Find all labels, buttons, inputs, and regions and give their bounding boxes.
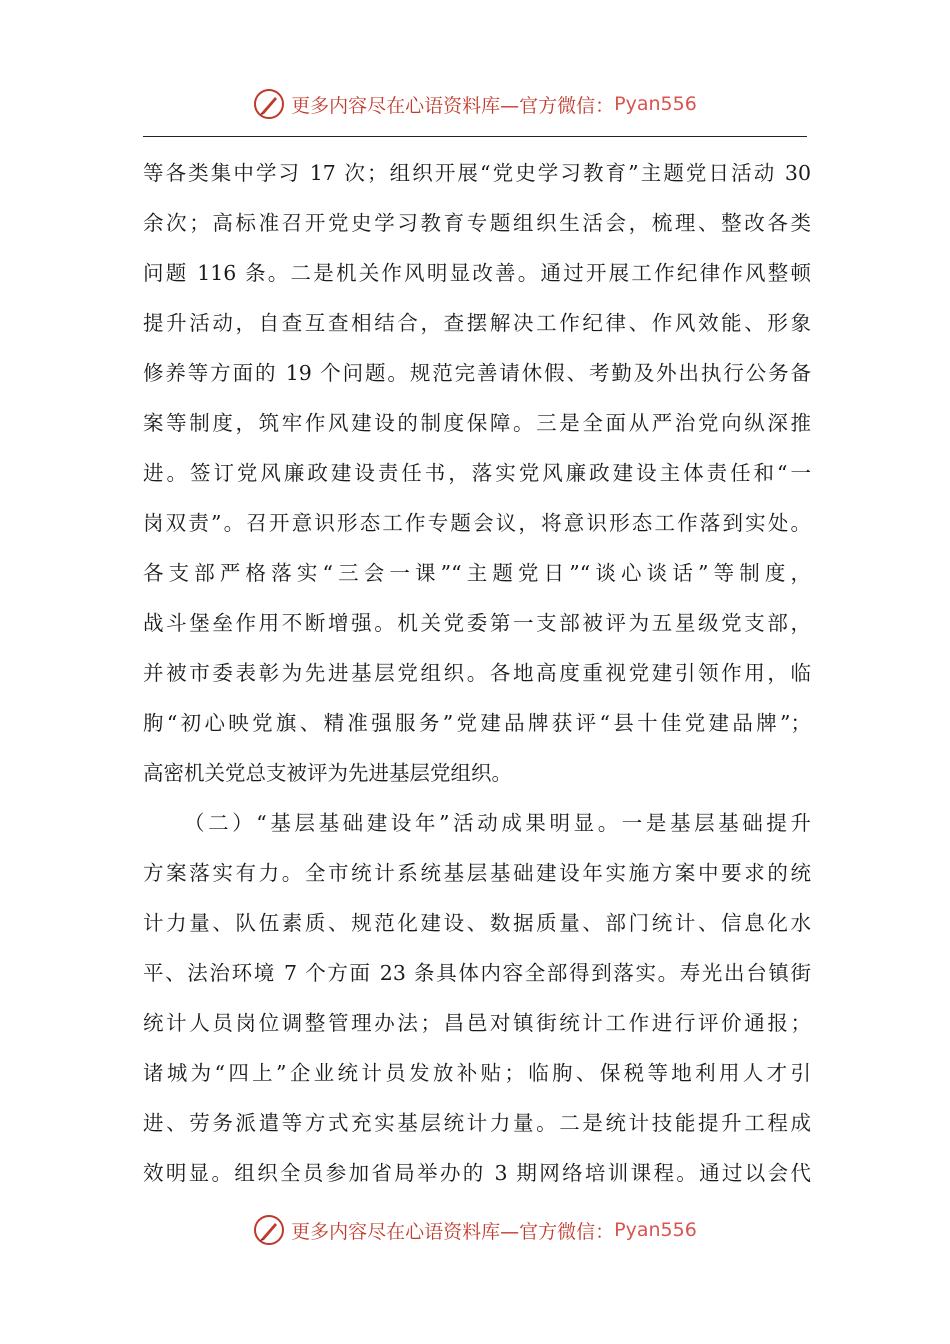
text-line: 统计人员岗位调整管理办法；昌邑对镇街统计工作进行评价通报；: [143, 1011, 811, 1035]
footer-banner-text: 更多内容尽在心语资料库—官方微信：: [291, 1220, 615, 1243]
text-line: 案等制度，筑牢作风建设的制度保障。三是全面从严治党向纵深推: [143, 411, 811, 435]
text-line: 高密机关党总支被评为先进基层党组织。: [143, 761, 512, 785]
text-line: 效明显。组织全员参加省局举办的 3 期网络培训课程。通过以会代: [143, 1161, 811, 1185]
text-line: 进、劳务派遣等方式充实基层统计力量。二是统计技能提升工程成: [143, 1111, 811, 1135]
text-line: 朐“初心映党旗、精准强服务”党建品牌获评“县十佳党建品牌”；: [143, 711, 811, 735]
text-line: 计力量、队伍素质、规范化建设、数据质量、部门统计、信息化水: [143, 911, 811, 935]
footer-wechat-id: Pyan556: [614, 1219, 697, 1241]
header-wechat-id: Pyan556: [614, 93, 697, 115]
text-line: 各支部严格落实“三会一课”“主题党日”“谈心谈话”等制度，: [143, 561, 811, 585]
text-line: 余次；高标准召开党史学习教育专题组织生活会，梳理、整改各类: [143, 211, 811, 235]
text-line: 问题 116 条。二是机关作风明显改善。通过开展工作纪律作风整顿: [143, 261, 811, 285]
quill-logo-icon: [253, 88, 285, 120]
text-line: 岗双责”。召开意识形态工作专题会议，将意识形态工作落到实处。: [143, 511, 811, 535]
header-banner: [0, 86, 950, 122]
text-line: 战斗堡垒作用不断增强。机关党委第一支部被评为五星级党支部，: [143, 611, 811, 635]
text-line: 提升活动，自查互查相结合，查摆解决工作纪律、作风效能、形象: [143, 311, 811, 335]
text-line: 并被市委表彰为先进基层党组织。各地高度重视党建引领作用，临: [143, 661, 811, 685]
text-line: 诸城为“四上”企业统计员发放补贴；临朐、保税等地利用人才引: [143, 1061, 811, 1085]
text-line: 方案落实有力。全市统计系统基层基础建设年实施方案中要求的统: [143, 861, 811, 885]
header-banner-text: 更多内容尽在心语资料库—官方微信：: [291, 94, 615, 117]
quill-logo-icon: [253, 1214, 285, 1246]
text-line: 进。签订党风廉政建设责任书，落实党风廉政建设主体责任和“一: [143, 461, 811, 485]
header-rule: [143, 136, 807, 137]
text-line: 修养等方面的 19 个问题。规范完善请休假、考勤及外出执行公务备: [143, 361, 811, 385]
footer-banner: [0, 1212, 950, 1248]
section-heading-line: （二）“基层基础建设年”活动成果明显。一是基层基础提升: [184, 811, 811, 835]
text-line: 等各类集中学习 17 次；组织开展“党史学习教育”主题党日活动 30: [143, 161, 811, 185]
text-line: 平、法治环境 7 个方面 23 条具体内容全部得到落实。寿光出台镇街: [143, 961, 811, 985]
document-body: [143, 148, 811, 1198]
